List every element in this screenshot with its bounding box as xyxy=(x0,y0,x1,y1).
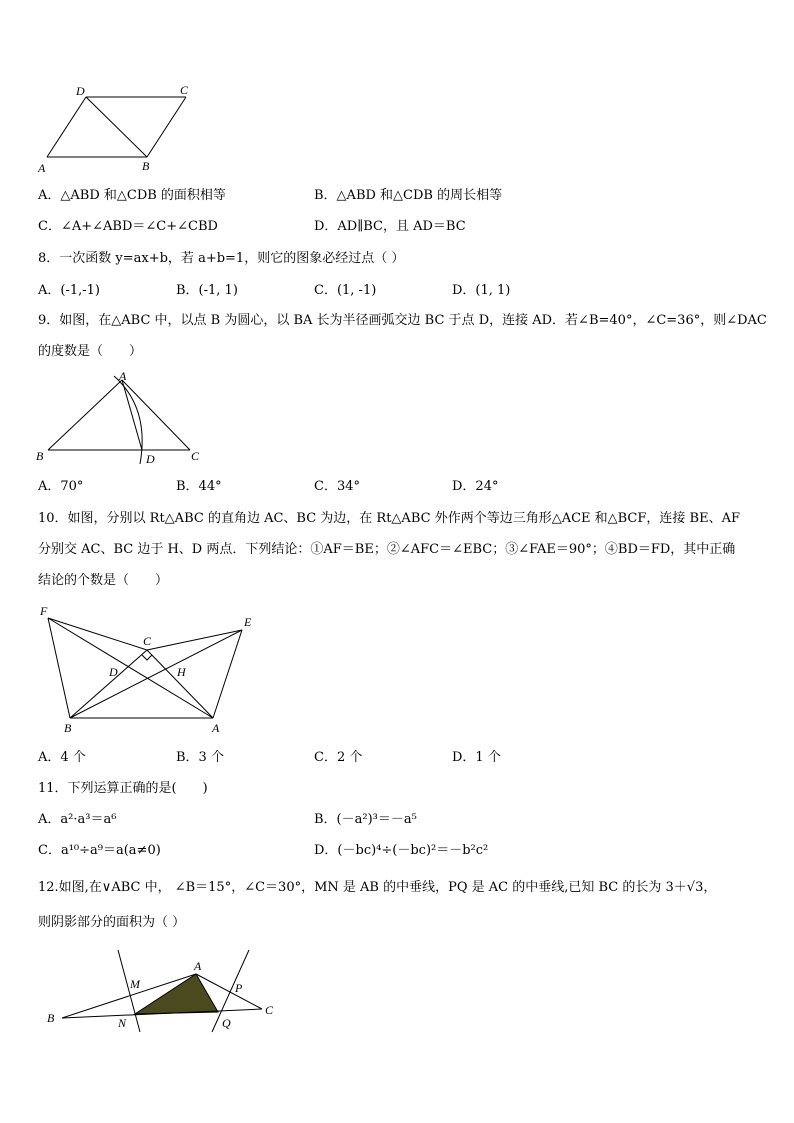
q12-label-q: Q xyxy=(222,1016,231,1030)
q8-option-c: C．(1, -1) xyxy=(314,283,377,298)
q12-label-p: P xyxy=(235,981,243,995)
q7-figure-parallelogram xyxy=(0,0,794,200)
q8-option-d: D．(1, 1) xyxy=(452,283,511,298)
q9-option-a: A．70° xyxy=(38,479,84,494)
q9-label-a: A xyxy=(119,369,127,383)
q9-arc xyxy=(114,376,142,464)
q12-figure xyxy=(0,940,794,1040)
q10-stem-line2: 分别交 AC、BC 边于 H、D 两点．下列结论：①AF＝BE；②∠AFC＝∠EBC；③∠FAE＝90°；④BD＝FD，其中正确 xyxy=(38,542,736,557)
q9-label-b: B xyxy=(36,449,44,463)
q9-stem-line1: 9．如图，在△ABC 中，以点 B 为圆心，以 BA 长为半径画弧交边 BC 于点 D，连接 AD．若∠B=40°，∠C=36°，则∠DAC xyxy=(38,313,767,328)
q12-label-m: M xyxy=(130,977,140,991)
q11-option-b: B．(－a²)³＝－a⁵ xyxy=(314,812,417,827)
q7-option-a: A．△ABD 和△CDB 的面积相等 xyxy=(38,188,226,203)
q12-label-b: B xyxy=(47,1011,55,1025)
q10-label-h: H xyxy=(177,665,186,679)
q10-label-e: E xyxy=(244,615,252,629)
q12-stem-line2: 则阴影部分的面积为（ ） xyxy=(38,915,186,930)
q10-side-ea xyxy=(213,630,242,718)
q10-figure xyxy=(0,598,794,738)
q9-label-d: D xyxy=(146,452,155,466)
q10-right-angle-mark xyxy=(142,655,152,660)
q7-label-b: B xyxy=(142,159,150,173)
q11-option-a: A．a²·a³＝a⁶ xyxy=(38,812,117,827)
q7-option-c: C．∠A+∠ABD＝∠C+∠CBD xyxy=(38,219,218,234)
q10-option-a: A．4 个 xyxy=(38,750,86,765)
q9-option-b: B．44° xyxy=(176,479,222,494)
q9-side-ba xyxy=(48,380,122,450)
q10-option-d: D．1 个 xyxy=(452,750,501,765)
q7-label-c: C xyxy=(180,83,189,97)
q11-option-c: C．a¹⁰÷a⁹＝a(a≠0) xyxy=(38,843,161,858)
q10-side-fb xyxy=(48,618,70,718)
q11-option-d: D．(－bc)⁴÷(－bc)²＝－b²c² xyxy=(314,843,489,858)
q10-label-d: D xyxy=(109,665,118,679)
q7-option-d: D．AD∥BC，且 AD＝BC xyxy=(314,219,466,234)
q11-stem: 11．下列运算正确的是( ) xyxy=(38,781,208,796)
q12-label-n: N xyxy=(118,1016,127,1030)
q10-label-c: C xyxy=(143,634,152,648)
q8-option-b: B．(-1, 1) xyxy=(176,283,238,298)
q10-segment-af xyxy=(48,618,213,718)
q10-label-a: A xyxy=(212,721,220,735)
q10-side-ec xyxy=(147,630,242,650)
q9-stem-line2: 的度数是（ ） xyxy=(38,344,143,359)
q10-side-fc xyxy=(48,618,147,650)
q7-label-a: A xyxy=(38,161,46,175)
q9-label-c: C xyxy=(191,449,200,463)
q7-label-d: D xyxy=(76,84,85,98)
q9-option-d: D．24° xyxy=(452,479,499,494)
q9-figure-triangle xyxy=(0,360,794,470)
q12-label-c: C xyxy=(265,1003,274,1017)
q10-option-b: B．3 个 xyxy=(176,750,224,765)
q9-option-c: C．34° xyxy=(314,479,360,494)
q7-side-cb xyxy=(147,97,186,157)
q7-side-ad xyxy=(47,97,86,157)
q8-stem: 8．一次函数 y=ax+b，若 a+b=1，则它的图象必经过点（ ） xyxy=(38,251,405,266)
q10-label-f: F xyxy=(40,604,48,618)
q8-option-a: A．(-1,-1) xyxy=(38,283,100,298)
q10-stem-line1: 10．如图，分别以 Rt△ABC 的直角边 AC、BC 为边，在 Rt△ABC 外作两个等边三角形△ACE 和△BCF，连接 BE、AF xyxy=(38,511,740,526)
q10-option-c: C．2 个 xyxy=(314,750,363,765)
q12-stem-line1: 12.如图,在∨ABC 中， ∠B＝15°，∠C＝30°，MN 是 AB 的中垂线，PQ 是 AC 的中垂线,已知 BC 的长为 3＋√3， xyxy=(38,880,717,895)
q7-option-b: B．△ABD 和△CDB 的周长相等 xyxy=(314,188,503,203)
q7-diagonal-db xyxy=(86,97,147,157)
q10-label-b: B xyxy=(64,721,72,735)
q10-segment-be xyxy=(70,630,242,718)
q10-stem-line3: 结论的个数是（ ） xyxy=(38,573,169,588)
q12-label-a: A xyxy=(194,959,202,973)
